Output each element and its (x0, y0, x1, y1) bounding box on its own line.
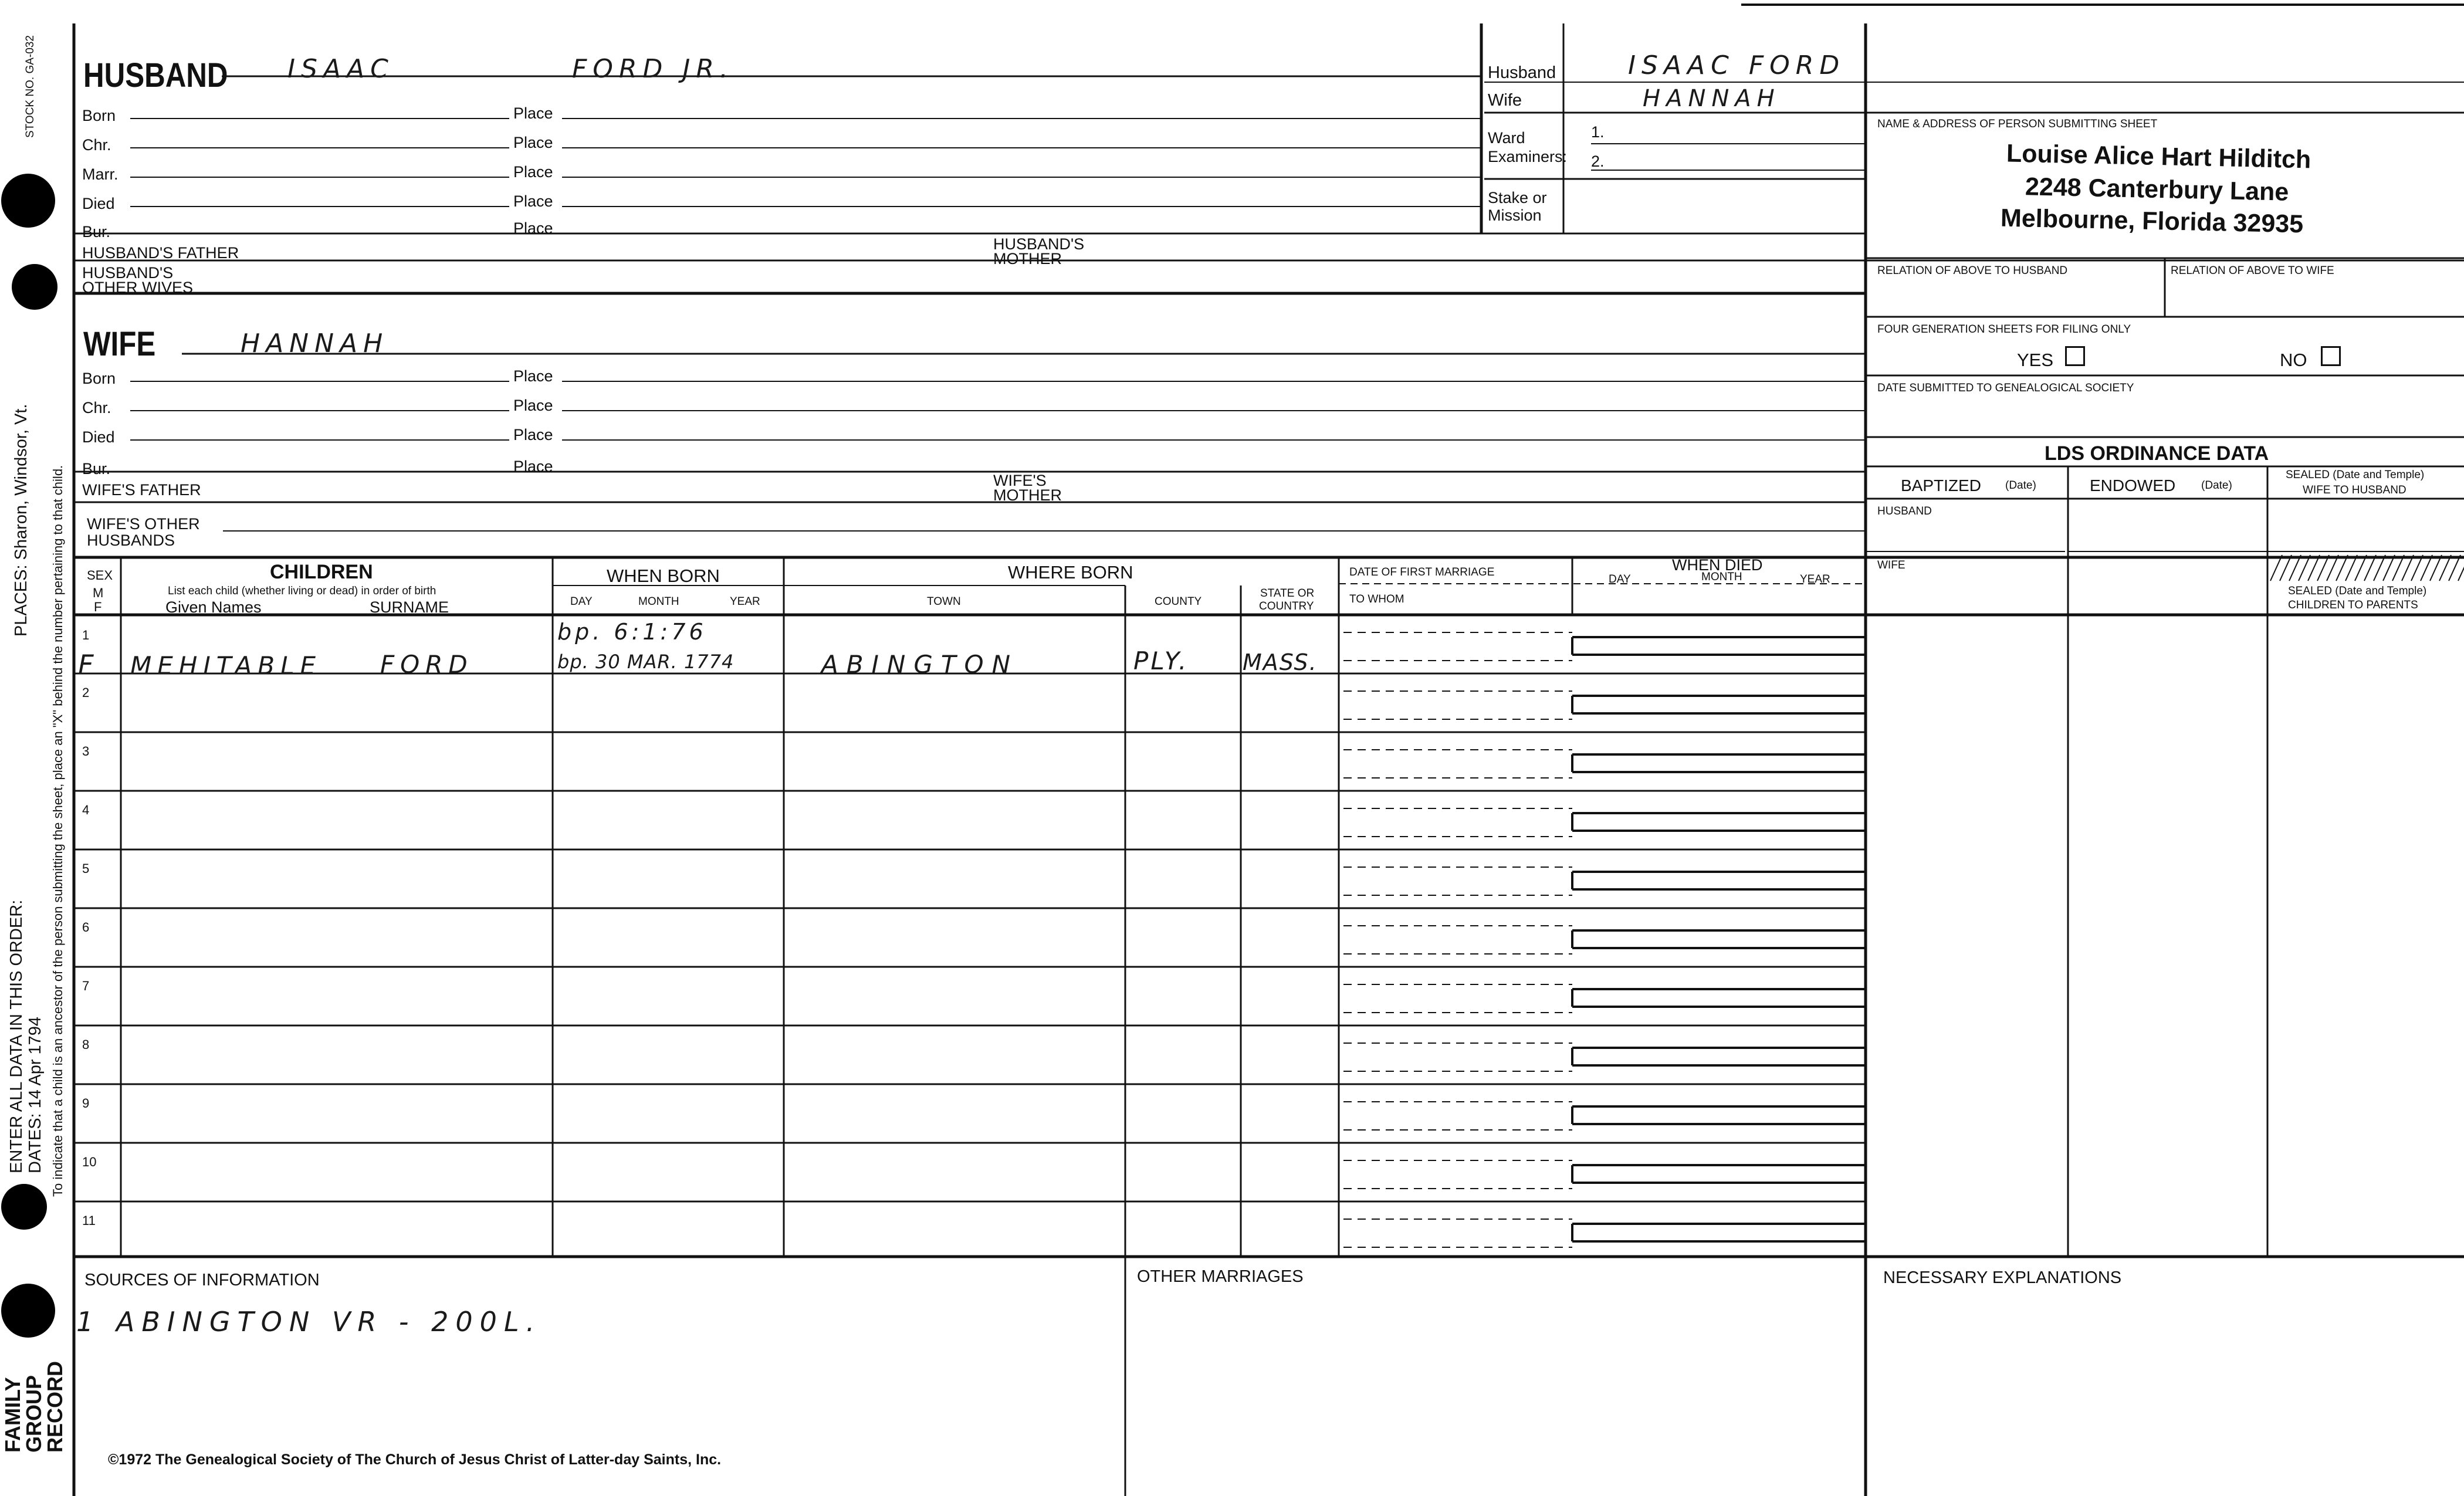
husband-chr-label: Chr. (82, 136, 111, 154)
sealed-wife-label-1: SEALED (Date and Temple) (2286, 469, 2425, 481)
relation-to-husband-label: RELATION OF ABOVE TO HUSBAND (1877, 265, 2068, 277)
child1-sex: F (78, 649, 95, 681)
row-number: 7 (82, 979, 90, 993)
yes-label: YES (2017, 350, 2054, 370)
hatch-line (2289, 555, 2301, 581)
child1-born-line-2: bp. 30 MAR. 1774 (557, 651, 735, 673)
hatch-line (2270, 555, 2282, 581)
hatch-line (2345, 555, 2357, 581)
wife-mother-label-2: MOTHER (993, 486, 1062, 504)
header-wife-value: HANNAH (1643, 85, 1781, 112)
wife-chr-label: Chr. (82, 399, 111, 417)
husband-died-label: Died (82, 195, 115, 212)
died-day-header: DAY (1609, 573, 1631, 585)
necessary-explanations-label: NECESSARY EXPLANATIONS (1883, 1268, 2122, 1287)
town-header: TOWN (927, 595, 961, 608)
child1-given-name: MEHITABLE (130, 651, 322, 680)
surname-header: SURNAME (370, 598, 449, 616)
state-header-2: COUNTRY (1259, 600, 1314, 612)
given-names-header: Given Names (165, 598, 262, 616)
hatch-line (2355, 555, 2367, 581)
binder-hole (12, 264, 57, 310)
binder-hole (1, 1184, 47, 1230)
stock-number: STOCK NO. GA-032 (24, 35, 36, 138)
husband-chr-place-label: Place (513, 134, 553, 151)
date-submitted-label: DATE SUBMITTED TO GENEALOGICAL SOCIETY (1877, 382, 2134, 394)
ward-label-1: Ward (1488, 129, 1525, 147)
husband-surname: FORD JR. (572, 54, 734, 84)
binder-hole (1, 174, 55, 228)
row-number: 5 (82, 861, 90, 876)
sex-header: SEX (87, 568, 113, 583)
hatch-line (2383, 555, 2395, 581)
enter-data-note: ENTER ALL DATA IN THIS ORDER: (7, 899, 26, 1173)
child1-born-line-1: bp. 6:1:76 (557, 619, 707, 645)
row-number: 10 (82, 1155, 97, 1169)
died-year-header: YEAR (1800, 573, 1830, 585)
ward-label-2: Examiners: (1488, 148, 1568, 165)
husband-bur-label: Bur. (82, 223, 111, 241)
copyright-notice: ©1972 The Genealogical Society of The Church of Jesus Christ of Latter-day Saints, Inc. (108, 1451, 722, 1468)
when-born-header: WHEN BORN (607, 566, 720, 586)
wife-born-place-label: Place (513, 367, 553, 385)
husband-mother-label-1: HUSBAND'S (993, 235, 1085, 253)
row-number: 8 (82, 1037, 90, 1052)
husband-other-wives-label-1: HUSBAND'S (82, 264, 174, 282)
husband-other-wives-label-2: OTHER WIVES (82, 279, 194, 296)
yes-checkbox[interactable] (2065, 346, 2085, 366)
wife-born-label: Born (82, 370, 116, 387)
wife-bur-label: Bur. (82, 460, 111, 478)
wife-given-name: HANNAH (241, 329, 389, 358)
sealed-children-label-2: CHILDREN TO PARENTS (2288, 599, 2418, 611)
row-number: 6 (82, 920, 90, 935)
row-number: 4 (82, 803, 90, 817)
husband-mother-label-2: MOTHER (993, 250, 1062, 268)
row-number: 2 (82, 685, 90, 700)
children-subheader: List each child (whether living or dead) in order of birth (168, 585, 436, 597)
places-note: PLACES: Sharon, Windsor, Vt. (12, 404, 31, 637)
hatch-line (2421, 555, 2432, 581)
row-number: 1 (82, 628, 90, 642)
hatch-line (2430, 555, 2442, 581)
form-title-line-2: GROUP (22, 1375, 46, 1453)
hatch-line (2449, 555, 2460, 581)
sealed-children-label-1: SEALED (Date and Temple) (2288, 585, 2427, 597)
header-husband-label: Husband (1488, 63, 1556, 82)
hatch-line (2317, 555, 2329, 581)
hatch-line (2336, 555, 2348, 581)
header-husband-value: ISAAC FORD (1628, 50, 1846, 80)
hatch-line (2439, 555, 2451, 581)
children-header: CHILDREN (270, 561, 373, 583)
hatch-line (2364, 555, 2376, 581)
ancestor-instruction: To indicate that a child is an ancestor of the person submitting the sheet, place an "X" behind the number pertaining to that child. (50, 465, 65, 1197)
child1-state: MASS. (1243, 649, 1318, 675)
lds-ordinance-title: LDS ORDINANCE DATA (2045, 442, 2269, 465)
lds-wife-label: WIFE (1877, 559, 1905, 571)
born-month-header: MONTH (638, 595, 679, 608)
husband-father-label: HUSBAND'S FATHER (82, 244, 239, 262)
wife-mother-label-1: WIFE'S (993, 472, 1047, 489)
born-day-header: DAY (570, 595, 593, 608)
husband-marr-label: Marr. (82, 165, 119, 183)
wife-heading: WIFE (83, 325, 156, 363)
sources-label: SOURCES OF INFORMATION (84, 1271, 320, 1289)
header-wife-label: Wife (1488, 91, 1522, 110)
lds-husband-label: HUSBAND (1877, 505, 1932, 517)
husband-born-label: Born (82, 107, 116, 124)
hatch-line (2280, 555, 2292, 581)
no-checkbox[interactable] (2321, 346, 2341, 366)
hatch-line (2392, 555, 2404, 581)
ward-examiner-1: 1. (1591, 123, 1605, 141)
stake-label-2: Mission (1488, 207, 1542, 224)
hatch-line (2374, 555, 2385, 581)
wife-other-husbands-label-1: WIFE'S OTHER (87, 515, 200, 533)
county-header: COUNTY (1155, 595, 1202, 608)
wife-chr-place-label: Place (513, 397, 553, 414)
baptized-date-label: (Date) (2005, 479, 2036, 492)
husband-given-name: ISAAC (287, 54, 394, 84)
hatch-line (2308, 555, 2320, 581)
ward-examiner-2: 2. (1591, 153, 1605, 170)
hatch-line (2402, 555, 2414, 581)
dates-note: DATES: 14 Apr 1794 (26, 1016, 45, 1173)
sex-m-header: M (93, 585, 104, 600)
husband-marr-place-label: Place (513, 163, 553, 181)
hatch-line (2327, 555, 2338, 581)
sources-value: 1 ABINGTON VR - 200L. (76, 1306, 542, 1338)
wife-bur-place-label: Place (513, 458, 553, 475)
wife-died-label: Died (82, 428, 115, 446)
to-whom-header: TO WHOM (1349, 593, 1404, 605)
relation-to-wife-label: RELATION OF ABOVE TO WIFE (2171, 265, 2334, 277)
husband-died-place-label: Place (513, 192, 553, 210)
row-number: 11 (82, 1213, 96, 1228)
husband-bur-place-label: Place (513, 219, 553, 237)
row-number: 9 (82, 1096, 90, 1111)
four-generation-label: FOUR GENERATION SHEETS FOR FILING ONLY (1877, 323, 2131, 336)
form-title-line-3: RECORD (43, 1360, 67, 1453)
row-number: 3 (82, 744, 90, 759)
form-title-line-1: FAMILY (1, 1377, 25, 1453)
sealed-wife-label-2: WIFE TO HUSBAND (2303, 484, 2407, 496)
hatch-line (2411, 555, 2423, 581)
binder-hole (1, 1284, 55, 1338)
wife-father-label: WIFE'S FATHER (82, 481, 201, 499)
wife-died-place-label: Place (513, 426, 553, 444)
child1-surname: FORD (380, 650, 473, 679)
child1-county: PLY. (1133, 647, 1189, 675)
baptized-label: BAPTIZED (1901, 476, 1981, 495)
husband-born-place-label: Place (513, 104, 553, 122)
husband-heading: HUSBAND (83, 56, 228, 94)
died-month-header: MONTH (1701, 571, 1742, 583)
submitter-city: Melbourne, Florida 32935 (2000, 204, 2304, 239)
state-header-1: STATE OR (1260, 587, 1315, 600)
submitter-name: Louise Alice Hart Hilditch (2006, 139, 2311, 174)
when-died-header: WHEN DIED (1672, 556, 1763, 574)
submitter-street: 2248 Canterbury Lane (2025, 172, 2289, 207)
wife-other-husbands-label-2: HUSBANDS (87, 532, 175, 549)
endowed-label: ENDOWED (2090, 476, 2176, 495)
first-marriage-header: DATE OF FIRST MARRIAGE (1349, 566, 1495, 578)
where-born-header: WHERE BORN (1008, 562, 1133, 583)
child1-town: ABINGTON (821, 650, 1019, 679)
submitter-label: NAME & ADDRESS OF PERSON SUBMITTING SHEET (1877, 118, 2158, 130)
no-label: NO (2280, 350, 2307, 370)
sex-f-header: F (94, 600, 102, 614)
other-marriages-label: OTHER MARRIAGES (1137, 1267, 1304, 1286)
born-year-header: YEAR (730, 595, 760, 608)
hatch-line (2299, 555, 2310, 581)
endowed-date-label: (Date) (2201, 479, 2232, 492)
stake-label-1: Stake or (1488, 189, 1547, 207)
